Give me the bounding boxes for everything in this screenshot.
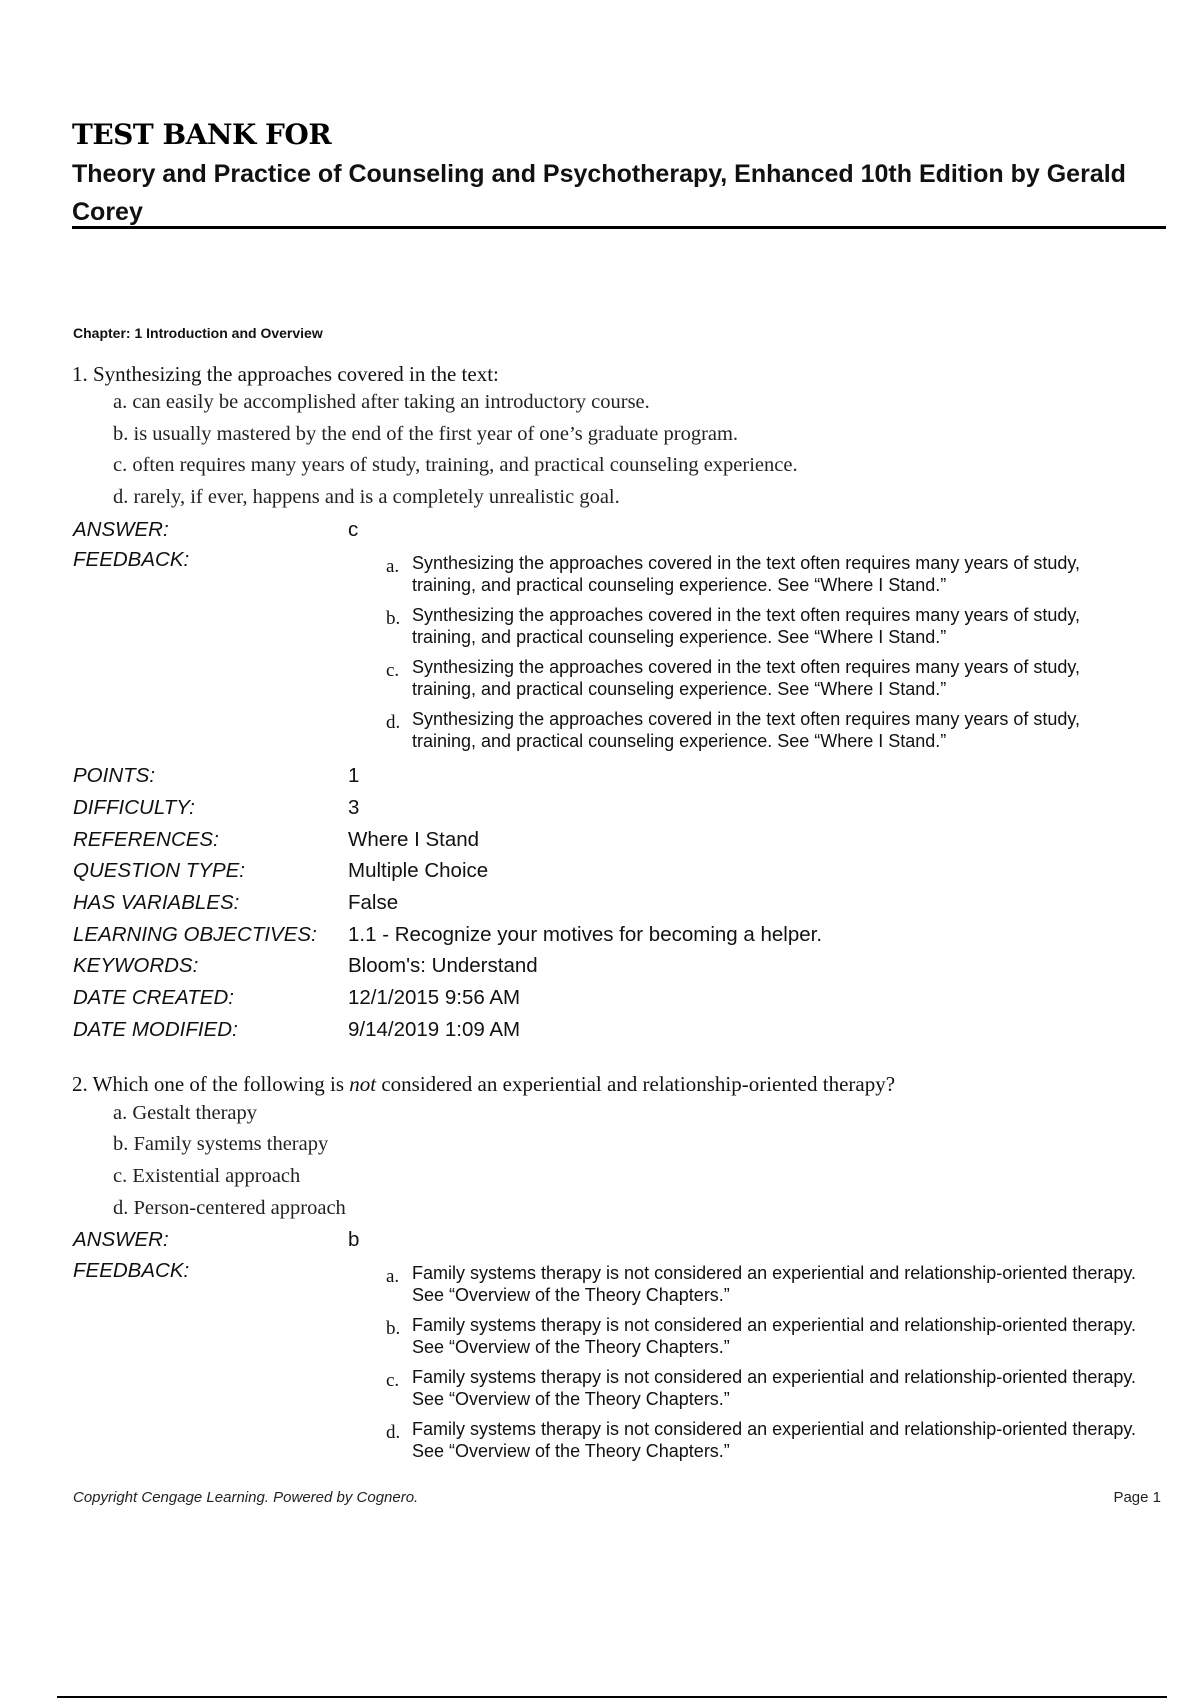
question-1-date-modified: 9/14/2019 1:09 AM xyxy=(348,1018,521,1041)
question-1-option-a: a. can easily be accomplished after taking an introductory course. xyxy=(113,391,650,413)
answer-label: ANSWER: xyxy=(73,1228,169,1251)
bottom-divider xyxy=(57,1696,1167,1698)
question-1-feedback-b xyxy=(386,604,1146,648)
header-kicker: TEST BANK FOR xyxy=(72,118,332,151)
date-created-label: DATE CREATED: xyxy=(73,986,234,1009)
has-variables-label: HAS VARIABLES: xyxy=(73,891,240,914)
feedback-letter: d. xyxy=(386,712,401,733)
question-1-option-d: d. rarely, if ever, happens and is a completely unrealistic goal. xyxy=(113,486,620,508)
header-divider xyxy=(72,226,1166,229)
feedback-letter: a. xyxy=(386,556,400,577)
feedback-text: Synthesizing the approaches covered in the text often requires many years of study, training, and practical counseling experience. See “Where I Stand.” xyxy=(412,657,1081,699)
feedback-letter: b. xyxy=(386,1318,401,1339)
question-2-answer: b xyxy=(348,1228,360,1251)
copyright-notice: Copyright Cengage Learning. Powered by Cognero. xyxy=(73,1489,419,1506)
question-2-option-c: c. Existential approach xyxy=(113,1165,301,1187)
feedback-letter: c. xyxy=(386,1370,400,1391)
question-2-feedback-b xyxy=(386,1314,1146,1358)
document-title: Theory and Practice of Counseling and Psychotherapy, Enhanced 10th Edition by Gerald Corey xyxy=(72,160,1126,226)
feedback-text: Synthesizing the approaches covered in the text often requires many years of study, training, and practical counseling experience. See “Where I Stand.” xyxy=(412,553,1081,595)
question-1-has-variables: False xyxy=(348,891,399,914)
question-1-option-b: b. is usually mastered by the end of the first year of one’s graduate program. xyxy=(113,423,739,445)
question-2-feedback-c xyxy=(386,1366,1146,1410)
page-number: Page 1 xyxy=(1113,1489,1161,1506)
question-1-feedback-a xyxy=(386,552,1146,596)
question-type-label: QUESTION TYPE: xyxy=(73,859,245,882)
chapter-heading: Chapter: 1 Introduction and Overview xyxy=(73,325,323,341)
feedback-text: Family systems therapy is not considered an experiential and relationship-oriented therapy. See “Overview of the Theory Chapters.” xyxy=(412,1367,1137,1409)
question-1-keywords: Bloom's: Understand xyxy=(348,954,538,977)
feedback-text: Synthesizing the approaches covered in the text often requires many years of study, training, and practical counseling experience. See “Where I Stand.” xyxy=(412,709,1081,751)
answer-label: ANSWER: xyxy=(73,518,169,541)
date-modified-label: DATE MODIFIED: xyxy=(73,1018,238,1041)
feedback-letter: b. xyxy=(386,608,401,629)
question-1-text: 1. Synthesizing the approaches covered in the text: xyxy=(72,362,499,386)
feedback-text: Family systems therapy is not considered an experiential and relationship-oriented therapy. See “Overview of the Theory Chapters.” xyxy=(412,1315,1137,1357)
feedback-text: Family systems therapy is not considered an experiential and relationship-oriented therapy. See “Overview of the Theory Chapters.” xyxy=(412,1263,1137,1305)
points-label: POINTS: xyxy=(73,764,156,787)
question-1-option-c: c. often requires many years of study, training, and practical counseling experience. xyxy=(113,454,798,476)
question-1-feedback-d xyxy=(386,708,1146,752)
question-1-difficulty: 3 xyxy=(348,796,360,819)
feedback-letter: d. xyxy=(386,1422,401,1443)
question-1-learning-objectives: 1.1 - Recognize your motives for becoming a helper. xyxy=(348,923,823,946)
question-2-option-a: a. Gestalt therapy xyxy=(113,1102,258,1124)
keywords-label: KEYWORDS: xyxy=(73,954,199,977)
references-label: REFERENCES: xyxy=(73,828,219,851)
question-1-references: Where I Stand xyxy=(348,828,480,851)
feedback-text: Family systems therapy is not considered an experiential and relationship-oriented therapy. See “Overview of the Theory Chapters.” xyxy=(412,1419,1137,1461)
learning-objectives-label: LEARNING OBJECTIVES: xyxy=(73,923,317,946)
difficulty-label: DIFFICULTY: xyxy=(73,796,195,819)
question-2-feedback-d xyxy=(386,1418,1146,1462)
question-2-text: 2. Which one of the following is not considered an experiential and relationship-oriented therapy? xyxy=(72,1072,896,1096)
question-1-points: 1 xyxy=(348,764,360,787)
question-1-answer: c xyxy=(348,518,359,541)
question-1-type: Multiple Choice xyxy=(348,859,489,882)
question-1-feedback-c xyxy=(386,656,1146,700)
feedback-letter: a. xyxy=(386,1266,400,1287)
feedback-label: FEEDBACK: xyxy=(73,548,190,571)
question-2-feedback-a xyxy=(386,1262,1146,1306)
question-1-date-created: 12/1/2015 9:56 AM xyxy=(348,986,521,1009)
emphasis-not: not xyxy=(349,1072,377,1096)
feedback-label: FEEDBACK: xyxy=(73,1259,190,1282)
question-2-option-b: b. Family systems therapy xyxy=(113,1133,329,1155)
question-2-option-d: d. Person-centered approach xyxy=(113,1197,346,1219)
feedback-text: Synthesizing the approaches covered in the text often requires many years of study, training, and practical counseling experience. See “Where I Stand.” xyxy=(412,605,1081,647)
feedback-letter: c. xyxy=(386,660,400,681)
